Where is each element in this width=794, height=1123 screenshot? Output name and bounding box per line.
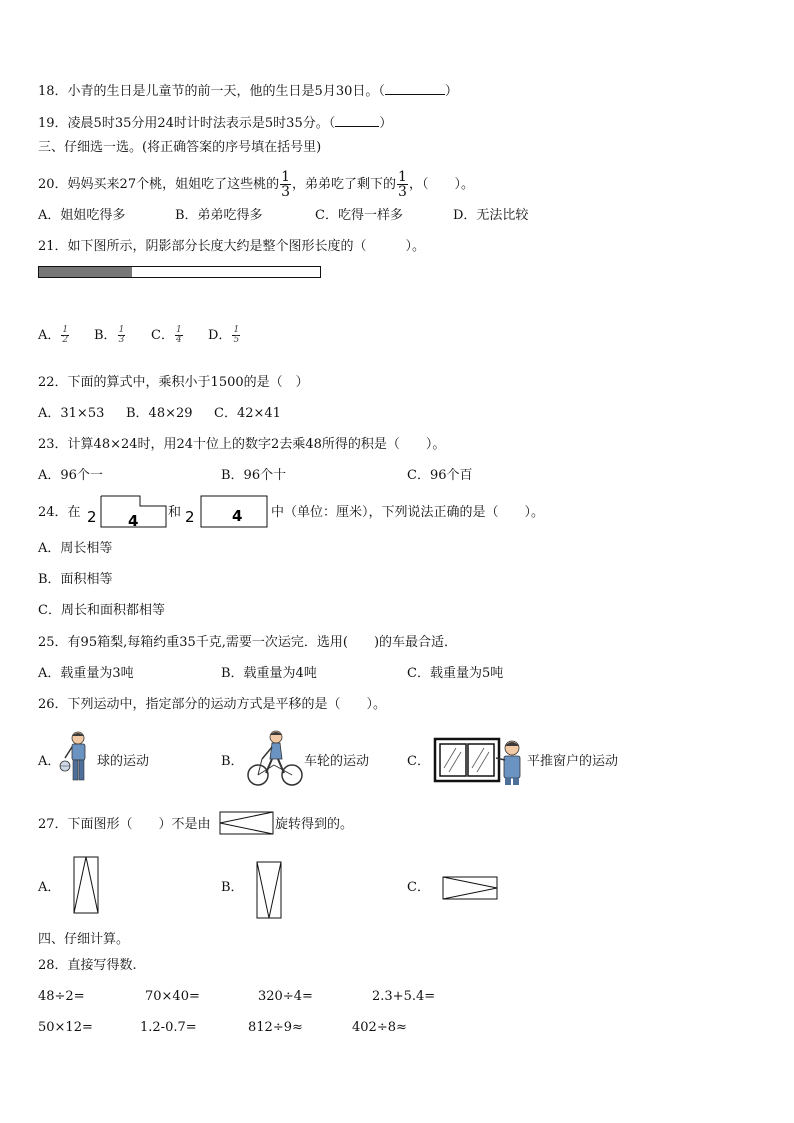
fraction: $\frac{1}{3}$ — [281, 169, 291, 200]
option-c[interactable]: C．周长和面积都相等 — [38, 603, 165, 618]
section-heading-3: 三、仔细选一选。(将正确答案的序号填在括号里) — [38, 140, 322, 155]
answer-blank[interactable] — [385, 83, 445, 95]
option-a-caption: 球的运动 — [97, 754, 150, 769]
option-a[interactable]: A． $\frac{1}{2}$ — [38, 325, 69, 345]
rectangle-shape — [182, 492, 272, 532]
question-20: 20．妈妈买来27个桃，姐姐吃了这些桃的 $\frac{1}{3}$ ，弟弟吃了剩下的 $\frac{1}{3}$ ，（ ）。 — [38, 169, 474, 200]
option-c[interactable]: C． $\frac{1}{4}$ — [151, 325, 182, 345]
width-label: 4 — [128, 512, 139, 530]
option-c[interactable]: C．载重量为5吨 — [407, 666, 504, 681]
height-label: 2 — [185, 508, 195, 526]
question-22: 22．下面的算式中，乘积小于1500的是（ ） — [38, 375, 309, 390]
boy-bouncing-ball-icon — [58, 730, 98, 786]
calc-item: 48÷2= — [38, 989, 85, 1004]
option-b[interactable]: B．弟弟吃得多 — [175, 208, 263, 223]
option-a[interactable]: A．96个一 — [38, 468, 103, 483]
question-18: 18．小青的生日是儿童节的前一天，他的生日是5月30日。（ ） — [38, 84, 458, 99]
option-b[interactable]: B．载重量为4吨 — [221, 666, 317, 681]
option-b[interactable]: B． $\frac{1}{3}$ — [94, 325, 125, 345]
length-bar — [38, 266, 321, 278]
question-25: 25．有95箱梨,每箱约重35千克,需要一次运完．选用( )的车最合适． — [38, 635, 458, 650]
option-d[interactable]: D． $\frac{1}{5}$ — [208, 325, 240, 345]
calc-item: 50×12= — [38, 1020, 93, 1035]
question-27-prefix: 27．下面图形（ ）不是由 — [38, 817, 211, 832]
option-b-caption: 车轮的运动 — [304, 754, 370, 769]
stepped-rectangle-shape — [84, 492, 170, 532]
calc-item: 812÷9≈ — [248, 1020, 303, 1035]
option-c[interactable]: C．吃得一样多 — [315, 208, 403, 223]
option-a-label[interactable]: A． — [38, 754, 61, 769]
option-a[interactable]: A． — [38, 880, 61, 895]
boy-riding-bicycle-icon — [246, 729, 304, 789]
question-24-suffix: 中（单位：厘米），下列说法正确的是（ ）。 — [271, 505, 545, 520]
window-sliding-icon — [434, 738, 528, 786]
section-heading-4: 四、仔细计算。 — [38, 932, 130, 947]
width-label: 4 — [232, 507, 243, 525]
calc-item: 1.2-0.7= — [140, 1020, 197, 1035]
option-b-label[interactable]: B． — [221, 754, 244, 769]
option-a[interactable]: A．31×53 — [38, 406, 105, 421]
option-c-label[interactable]: C． — [407, 754, 430, 769]
option-a-shape — [73, 856, 101, 916]
question-24-mid: 和 — [168, 505, 182, 520]
answer-blank[interactable] — [335, 115, 379, 127]
fraction: $\frac{1}{3}$ — [398, 169, 407, 200]
question-24-prefix: 24．在 — [38, 505, 81, 520]
question-27-suffix: 旋转得到的。 — [275, 817, 354, 832]
calc-item: 2.3+5.4= — [372, 989, 436, 1004]
question-28: 28．直接写得数. — [38, 958, 137, 973]
shaded-part — [39, 267, 132, 277]
option-b[interactable]: B． — [221, 880, 244, 895]
option-c[interactable]: C．96个百 — [407, 468, 473, 483]
rotation-reference-shape — [219, 811, 275, 837]
question-23: 23．计算48×24时，用24十位上的数字2去乘48所得的积是（ ）。 — [38, 437, 446, 452]
option-a[interactable]: A．载重量为3吨 — [38, 666, 134, 681]
option-b[interactable]: B．96个十 — [221, 468, 287, 483]
option-c[interactable]: C． — [407, 880, 430, 895]
option-b-shape — [256, 861, 284, 921]
question-26: 26．下列运动中，指定部分的运动方式是平移的是（ ）。 — [38, 697, 387, 712]
question-21: 21．如下图所示，阴影部分长度大约是整个图形长度的（ ）。 — [38, 239, 426, 254]
option-c[interactable]: C．42×41 — [214, 406, 281, 421]
calc-item: 402÷8≈ — [352, 1020, 407, 1035]
option-a[interactable]: A．姐姐吃得多 — [38, 208, 126, 223]
calc-item: 320÷4= — [258, 989, 313, 1004]
option-a[interactable]: A．周长相等 — [38, 541, 113, 556]
option-c-shape — [442, 876, 500, 902]
option-d[interactable]: D．无法比较 — [453, 208, 529, 223]
calc-item: 70×40= — [145, 989, 200, 1004]
option-c-caption: 平推窗户的运动 — [527, 754, 619, 769]
question-19: 19．凌晨5时35分用24时计时法表示是5时35分。（ ） — [38, 116, 393, 131]
option-b[interactable]: B．48×29 — [126, 406, 193, 421]
option-b[interactable]: B．面积相等 — [38, 572, 113, 587]
height-label: 2 — [87, 508, 97, 526]
